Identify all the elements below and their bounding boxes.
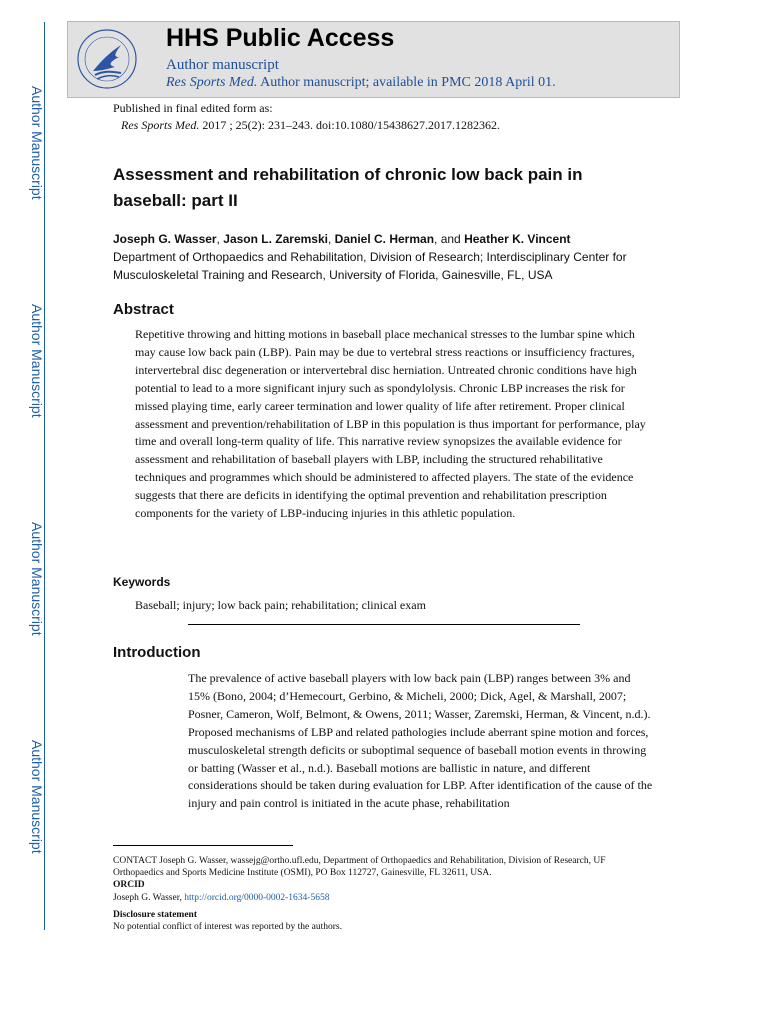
orcid-line [113, 892, 653, 904]
abstract-heading: Abstract [113, 301, 174, 318]
citation-journal: Res Sports Med. [121, 118, 200, 132]
author-name: Daniel C. Herman [334, 232, 435, 246]
header-title: HHS Public Access [166, 24, 395, 52]
side-label-author-manuscript: Author Manuscript [29, 740, 45, 854]
keywords-heading: Keywords [113, 575, 171, 589]
abstract-text: Repetitive throwing and hitting motions in baseball place mechanical stresses to the lumbar spine which may cause low back pain (LBP). Pain may be due to vertebral stress reactions or insufficiency fractures, intervertebral disc degeneration or intervertebral disc herniation. Untreated chronic conditions have high potential to lead to a more significant injury such as spondylolysis. Chronic LBP increases the risk for missed playing time, early career termination and lower quality of life after retirement. Proper clinical assessment and prevention/rehabilitation of LBP in this population is thus important for performance, play time and overall long-term quality of life. This narrative review synopsizes the available evidence for assessment and rehabilitation of baseball players with LBP, including the structured rehabilitative techniques and programmes which should be administered to affected players. The state of the evidence suggests that there are deficits in identifying the optimal prevention and rehabilitation prescription components for the variety of LBP-inducing injuries in this athletic population. [135, 327, 646, 521]
keywords-text: Baseball; injury; low back pain; rehabilitation; clinical exam [135, 598, 426, 612]
published-label: Published in final edited form as: [113, 101, 273, 115]
orcid-label: ORCID [113, 880, 145, 891]
keywords-divider [188, 624, 580, 625]
introduction-heading: Introduction [113, 644, 201, 661]
side-label-author-manuscript: Author Manuscript [29, 522, 45, 636]
side-label-author-manuscript: Author Manuscript [29, 304, 45, 418]
author-separator: , [327, 232, 335, 246]
header-journal: Res Sports Med. [166, 75, 258, 90]
author-separator: , [216, 232, 224, 246]
citation-line [113, 117, 500, 134]
author-name: Joseph G. Wasser [113, 232, 217, 246]
footnote-divider [113, 845, 293, 846]
side-label-author-manuscript: Author Manuscript [29, 86, 45, 200]
citation-details: 2017 ; 25(2): 231–243. doi:10.1080/15438627.2017.1282362. [202, 118, 500, 132]
contact-footnote: CONTACT Joseph G. Wasser, wassejg@ortho.ufl.edu, Department of Orthopaedics and Rehabilitation, Division of Research, UF Orthopaedics and Sports Medicine Institute (OSMI), PO Box 112727, Gainesville, FL 32611, USA. [113, 856, 606, 879]
orcid-name: Joseph G. Wasser, [113, 892, 185, 903]
orcid-link[interactable]: http://orcid.org/0000-0002-1634-5658 [184, 892, 330, 903]
hhs-eagle-logo-icon [75, 27, 139, 91]
author-block [113, 230, 673, 284]
author-name: Heather K. Vincent [464, 232, 571, 246]
disclosure-text: No potential conflict of interest was reported by the authors. [113, 922, 342, 933]
disclosure-label: Disclosure statement [113, 909, 197, 920]
footnotes [113, 855, 653, 933]
header-availability-text: Author manuscript; available in PMC 2018 April 01. [260, 75, 556, 90]
article-title: Assessment and rehabilitation of chronic low back pain in baseball: part II [113, 165, 583, 210]
hhs-header [67, 21, 680, 98]
author-list [113, 230, 673, 248]
header-subtitle: Author manuscript [166, 57, 279, 73]
introduction-text: The prevalence of active baseball players with low back pain (LBP) ranges between 3% and 15% (Bono, 2004; d’Hemecourt, Gerbino, & Micheli, 2000; Dick, Agel, & Marshall, 2007; Posner, Cameron, Wolf, Belmont, & Owens, 2011; Wasser, Zaremski, Herman, & Vincent, n.d.). Proposed mechanisms of LBP and related pathologies include aberrant spine motion and forces, musculoskeletal strength deficits or suboptimal sequence of baseball motion events in throwing or batting (Wasser et al., n.d.). Baseball motions are ballistic in nature, and different considerations should be taken during evaluation for LBP. After identification of the cause of the injury and pain control is initiated in the acute phase, rehabilitation [188, 671, 653, 811]
author-separator: , and [434, 232, 465, 246]
author-name: Jason L. Zaremski [223, 232, 328, 246]
header-availability [166, 75, 556, 91]
affiliation: Department of Orthopaedics and Rehabilitation, Division of Research; Interdisciplinary Center for Musculoskeletal Training and Research, University of Florida, Gainesville, FL, USA [113, 250, 627, 282]
publication-info [113, 100, 500, 134]
